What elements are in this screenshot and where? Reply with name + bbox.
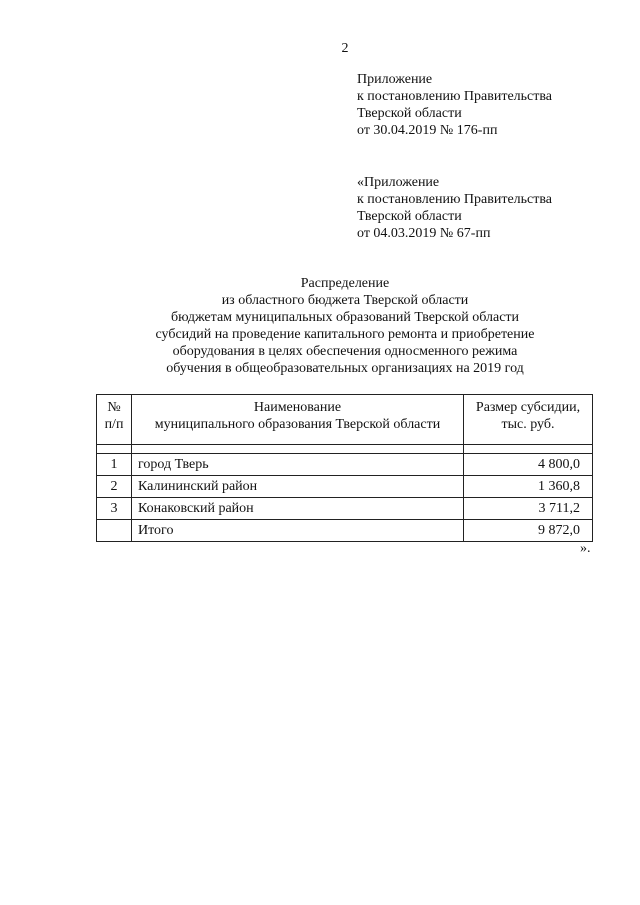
heading-line: обучения в общеобразовательных организациях на 2019 год <box>166 361 524 376</box>
row-num: 1 <box>97 454 132 476</box>
table-row <box>97 476 593 498</box>
table-row <box>97 498 593 520</box>
spacer-cell <box>97 445 132 454</box>
heading-line: субсидий на проведение капитального ремонта и приобретение <box>155 327 535 342</box>
closing-quote: ». <box>580 541 591 556</box>
total-amount: 9 872,0 <box>464 520 593 542</box>
header-num-line1: № <box>107 400 121 415</box>
row-municipality: Конаковский район <box>132 498 464 520</box>
appendix-current-block <box>357 71 627 139</box>
header-num <box>97 395 132 445</box>
appendix-original-line: к постановлению Правительства <box>357 192 553 207</box>
table-spacer-row <box>97 445 593 454</box>
appendix-current-line: к постановлению Правительства <box>357 89 553 104</box>
appendix-current-line: от 30.04.2019 № 176-пп <box>357 123 498 138</box>
page-number: 2 <box>341 41 349 56</box>
total-label: Итого <box>132 520 464 542</box>
appendix-original-line: «Приложение <box>357 175 440 190</box>
spacer-cell <box>132 445 464 454</box>
heading-line: оборудования в целях обеспечения односменного режима <box>172 344 518 359</box>
heading-line: бюджетам муниципальных образований Тверской области <box>170 310 520 325</box>
row-amount: 4 800,0 <box>464 454 593 476</box>
header-amount-line2: тыс. руб. <box>501 417 555 432</box>
row-amount: 3 711,2 <box>464 498 593 520</box>
header-num-line2: п/п <box>104 417 124 432</box>
appendix-original-line: от 04.03.2019 № 67-пп <box>357 226 491 241</box>
appendix-current-line: Тверской области <box>357 106 462 121</box>
header-amount <box>464 395 593 445</box>
header-name-line1: Наименование <box>253 400 342 415</box>
heading-line: из областного бюджета Тверской области <box>221 293 469 308</box>
header-amount-line1: Размер субсидии, <box>475 400 581 415</box>
row-municipality: Калининский район <box>132 476 464 498</box>
appendix-original-line: Тверской области <box>357 209 462 224</box>
appendix-original-block <box>357 174 627 242</box>
total-num-empty <box>97 520 132 542</box>
row-amount: 1 360,8 <box>464 476 593 498</box>
row-num: 3 <box>97 498 132 520</box>
row-municipality: город Тверь <box>132 454 464 476</box>
table-total-row <box>97 520 593 542</box>
header-name-line2: муниципального образования Тверской области <box>154 417 441 432</box>
spacer-cell <box>464 445 593 454</box>
header-name <box>132 395 464 445</box>
table-row <box>97 454 593 476</box>
subsidy-table <box>96 394 593 542</box>
row-num: 2 <box>97 476 132 498</box>
heading-line: Распределение <box>300 276 390 291</box>
document-heading <box>90 275 600 377</box>
table-header-row <box>97 395 593 445</box>
appendix-current-line: Приложение <box>357 72 433 87</box>
